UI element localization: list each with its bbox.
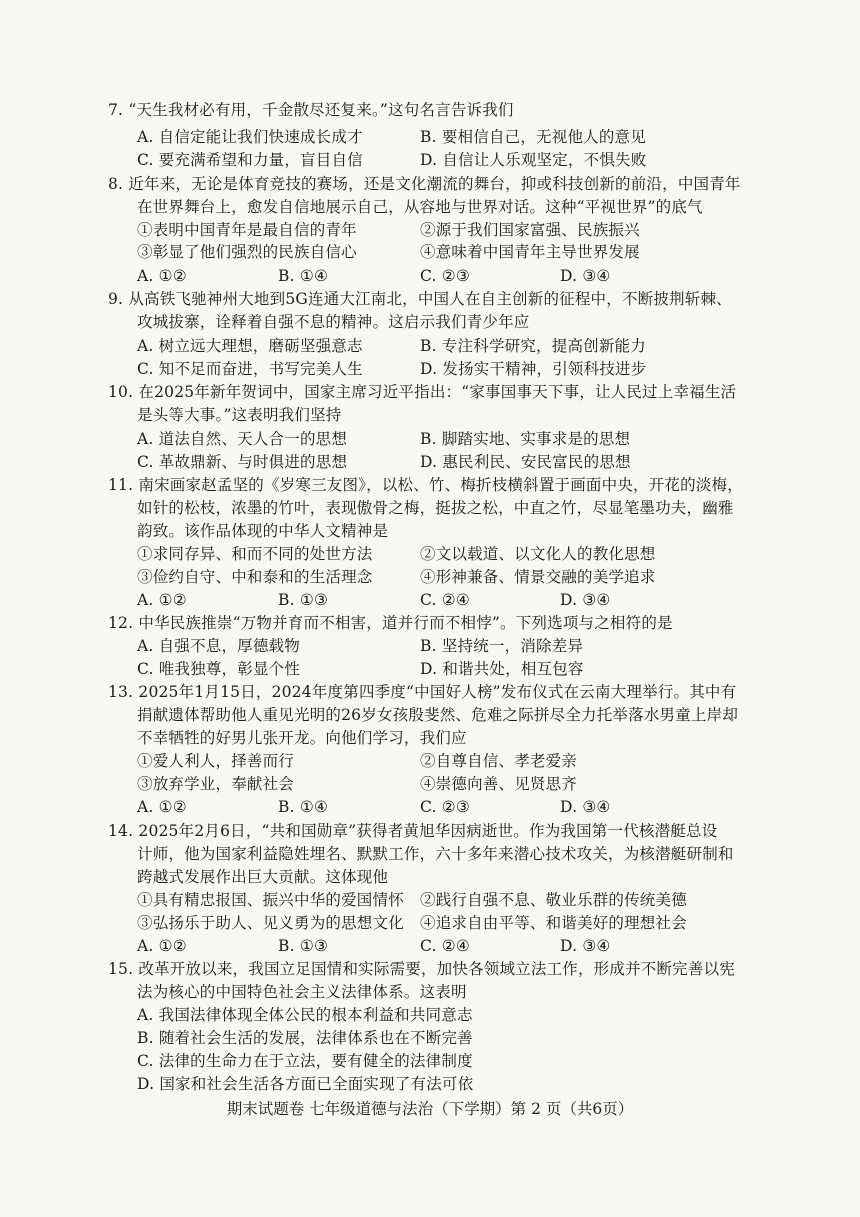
q15-option-a: A. 我国法律体现全体公民的根本利益和共同意志 xyxy=(137,1006,473,1024)
q14-statement-2: ②践行自强不息、敬业乐群的传统美德 xyxy=(420,891,687,909)
q13-stem-line-2: 捐献遗体帮助他人重见光明的26岁女孩殷斐然、危难之际拼尽全力托举落水男童上岸却 xyxy=(137,706,739,724)
q15-stem-line-1: 15. 改革开放以来，我国立足国情和实际需要，加快各领域立法工作，形成并不断完善以宪 xyxy=(108,960,735,978)
q12-stem: 12. 中华民族推崇“万物并育而不相害，道并行而不相悖”。下列选项与之相符的是 xyxy=(108,614,673,632)
q11-stem-line-3: 韵致。该作品体现的中华人文精神是 xyxy=(137,522,389,540)
q11-statement-3: ③俭约自守、中和泰和的生活理念 xyxy=(137,568,373,586)
q8-option-c: C. ②③ xyxy=(420,267,470,285)
q11-statement-2: ②文以载道、以文化人的教化思想 xyxy=(420,545,656,563)
q15-option-d: D. 国家和社会生活各方面已全面实现了有法可依 xyxy=(137,1075,474,1093)
q13-option-b: B. ①④ xyxy=(278,798,329,816)
q9-option-c: C. 知不足而奋进，书写完美人生 xyxy=(137,360,363,378)
q14-stem-line-2: 计师，他为国家利益隐姓埋名、默默工作，六十多年来潜心技术攻关，为核潜艇研制和 xyxy=(137,845,734,863)
q8-option-d: D. ③④ xyxy=(560,267,611,285)
q15-stem-line-2: 法为核心的中国特色社会主义法律体系。这表明 xyxy=(137,983,467,1001)
q9-stem-line-1: 9. 从高铁飞驰神州大地到5G连通大江南北，中国人在自主创新的征程中，不断披荆斩棘、 xyxy=(108,290,732,308)
q14-option-d: D. ③④ xyxy=(560,937,611,955)
q11-stem-line-1: 11. 南宋画家赵孟坚的《岁寒三友图》，以松、竹、梅折枝横斜置于画面中央，开花的淡梅， xyxy=(108,476,743,494)
q13-option-c: C. ②③ xyxy=(420,798,470,816)
q14-statement-3: ③弘扬乐于助人、见义勇为的思想文化 xyxy=(137,914,404,932)
q10-option-d: D. 惠民利民、安民富民的思想 xyxy=(420,453,631,471)
q14-option-a: A. ①② xyxy=(137,937,187,955)
q11-statement-1: ①求同存异、和而不同的处世方法 xyxy=(137,545,373,563)
q10-option-b: B. 脚踏实地、实事求是的思想 xyxy=(420,430,631,448)
q11-option-c: C. ②④ xyxy=(420,591,470,609)
q13-statement-3: ③放弃学业，奉献社会 xyxy=(137,775,295,793)
q8-option-a: A. ①② xyxy=(137,267,187,285)
q14-statement-4: ④追求自由平等、和谐美好的理想社会 xyxy=(420,914,687,932)
q11-option-a: A. ①② xyxy=(137,591,187,609)
q15-option-b: B. 随着社会生活的发展，法律体系也在不断完善 xyxy=(137,1029,473,1047)
q9-option-a: A. 树立远大理想，磨砺坚强意志 xyxy=(137,337,363,355)
q13-stem-line-1: 13. 2025年1月15日，2024年度第四季度“中国好人榜”发布仪式在云南大理举行。其中有 xyxy=(108,683,737,701)
q8-statement-4: ④意味着中国青年主导世界发展 xyxy=(420,243,640,261)
q7-option-c: C. 要充满希望和力量，盲目自信 xyxy=(137,151,363,169)
q11-option-d: D. ③④ xyxy=(560,591,611,609)
q7-option-d: D. 自信让人乐观坚定，不惧失败 xyxy=(420,151,647,169)
q8-stem-line-2: 在世界舞台上，愈发自信地展示自己，从容地与世界对话。这种“平视世界”的底气 xyxy=(137,198,703,216)
q10-stem-line-2: 是头等大事。”这表明我们坚持 xyxy=(137,406,342,424)
q9-stem-line-2: 攻城拔寨，诠释着自强不息的精神。这启示我们青少年应 xyxy=(137,313,530,331)
q13-stem-line-3: 不幸牺牲的好男儿张开龙。向他们学习，我们应 xyxy=(137,729,467,747)
q12-option-b: B. 坚持统一，消除差异 xyxy=(420,637,584,655)
q11-statement-4: ④形神兼备、情景交融的美学追求 xyxy=(420,568,656,586)
q10-option-a: A. 道法自然、天人合一的思想 xyxy=(137,430,348,448)
page-footer: 期末试题卷 七年级道德与法治（下学期）第 2 页（共6页） xyxy=(226,1100,634,1118)
q13-option-d: D. ③④ xyxy=(560,798,611,816)
q8-statement-3: ③彰显了他们强烈的民族自信心 xyxy=(137,243,357,261)
q13-statement-1: ①爱人利人，择善而行 xyxy=(137,752,295,770)
q8-statement-2: ②源于我们国家富强、民族振兴 xyxy=(420,221,640,239)
q14-stem-line-1: 14. 2025年2月6日，“共和国勋章”获得者黄旭华因病逝世。作为我国第一代核潜艇总设 xyxy=(108,822,718,840)
q12-option-a: A. 自强不息，厚德载物 xyxy=(137,637,300,655)
q14-option-b: B. ①③ xyxy=(278,937,329,955)
q14-option-c: C. ②④ xyxy=(420,937,470,955)
q9-option-d: D. 发扬实干精神，引领科技进步 xyxy=(420,360,647,378)
q14-statement-1: ①具有精忠报国、振兴中华的爱国情怀 xyxy=(137,891,404,909)
q8-option-b: B. ①④ xyxy=(278,267,329,285)
q8-statement-1: ①表明中国青年是最自信的青年 xyxy=(137,221,357,239)
q7-stem: 7. “天生我材必有用，千金散尽还复来。”这句名言告诉我们 xyxy=(108,101,514,119)
q10-option-c: C. 革故鼎新、与时俱进的思想 xyxy=(137,453,348,471)
q11-option-b: B. ①③ xyxy=(278,591,329,609)
q7-option-b: B. 要相信自己，无视他人的意见 xyxy=(420,128,646,146)
q9-option-b: B. 专注科学研究，提高创新能力 xyxy=(420,337,646,355)
q14-stem-line-3: 跨越式发展作出巨大贡献。这体现他 xyxy=(137,868,389,886)
q10-stem-line-1: 10. 在2025年新年贺词中，国家主席习近平指出：“家事国事天下事，让人民过上幸福生活 xyxy=(108,383,737,401)
q12-option-d: D. 和谐共处，相互包容 xyxy=(420,660,584,678)
q11-stem-line-2: 如针的松枝，浓墨的竹叶，表现傲骨之梅，挺拔之松，中直之竹，尽显笔墨功夫，幽雅 xyxy=(137,499,734,517)
q15-option-c: C. 法律的生命力在于立法，要有健全的法律制度 xyxy=(137,1052,473,1070)
q12-option-c: C. 唯我独尊，彰显个性 xyxy=(137,660,301,678)
q13-option-a: A. ①② xyxy=(137,798,187,816)
q7-option-a: A. 自信定能让我们快速成长成才 xyxy=(137,128,363,146)
q13-statement-2: ②自尊自信、孝老爱亲 xyxy=(420,752,578,770)
q8-stem-line-1: 8. 近年来，无论是体育竞技的赛场，还是文化潮流的舞台，抑或科技创新的前沿，中国青年 xyxy=(108,175,741,193)
q13-statement-4: ④崇德向善、见贤思齐 xyxy=(420,775,578,793)
